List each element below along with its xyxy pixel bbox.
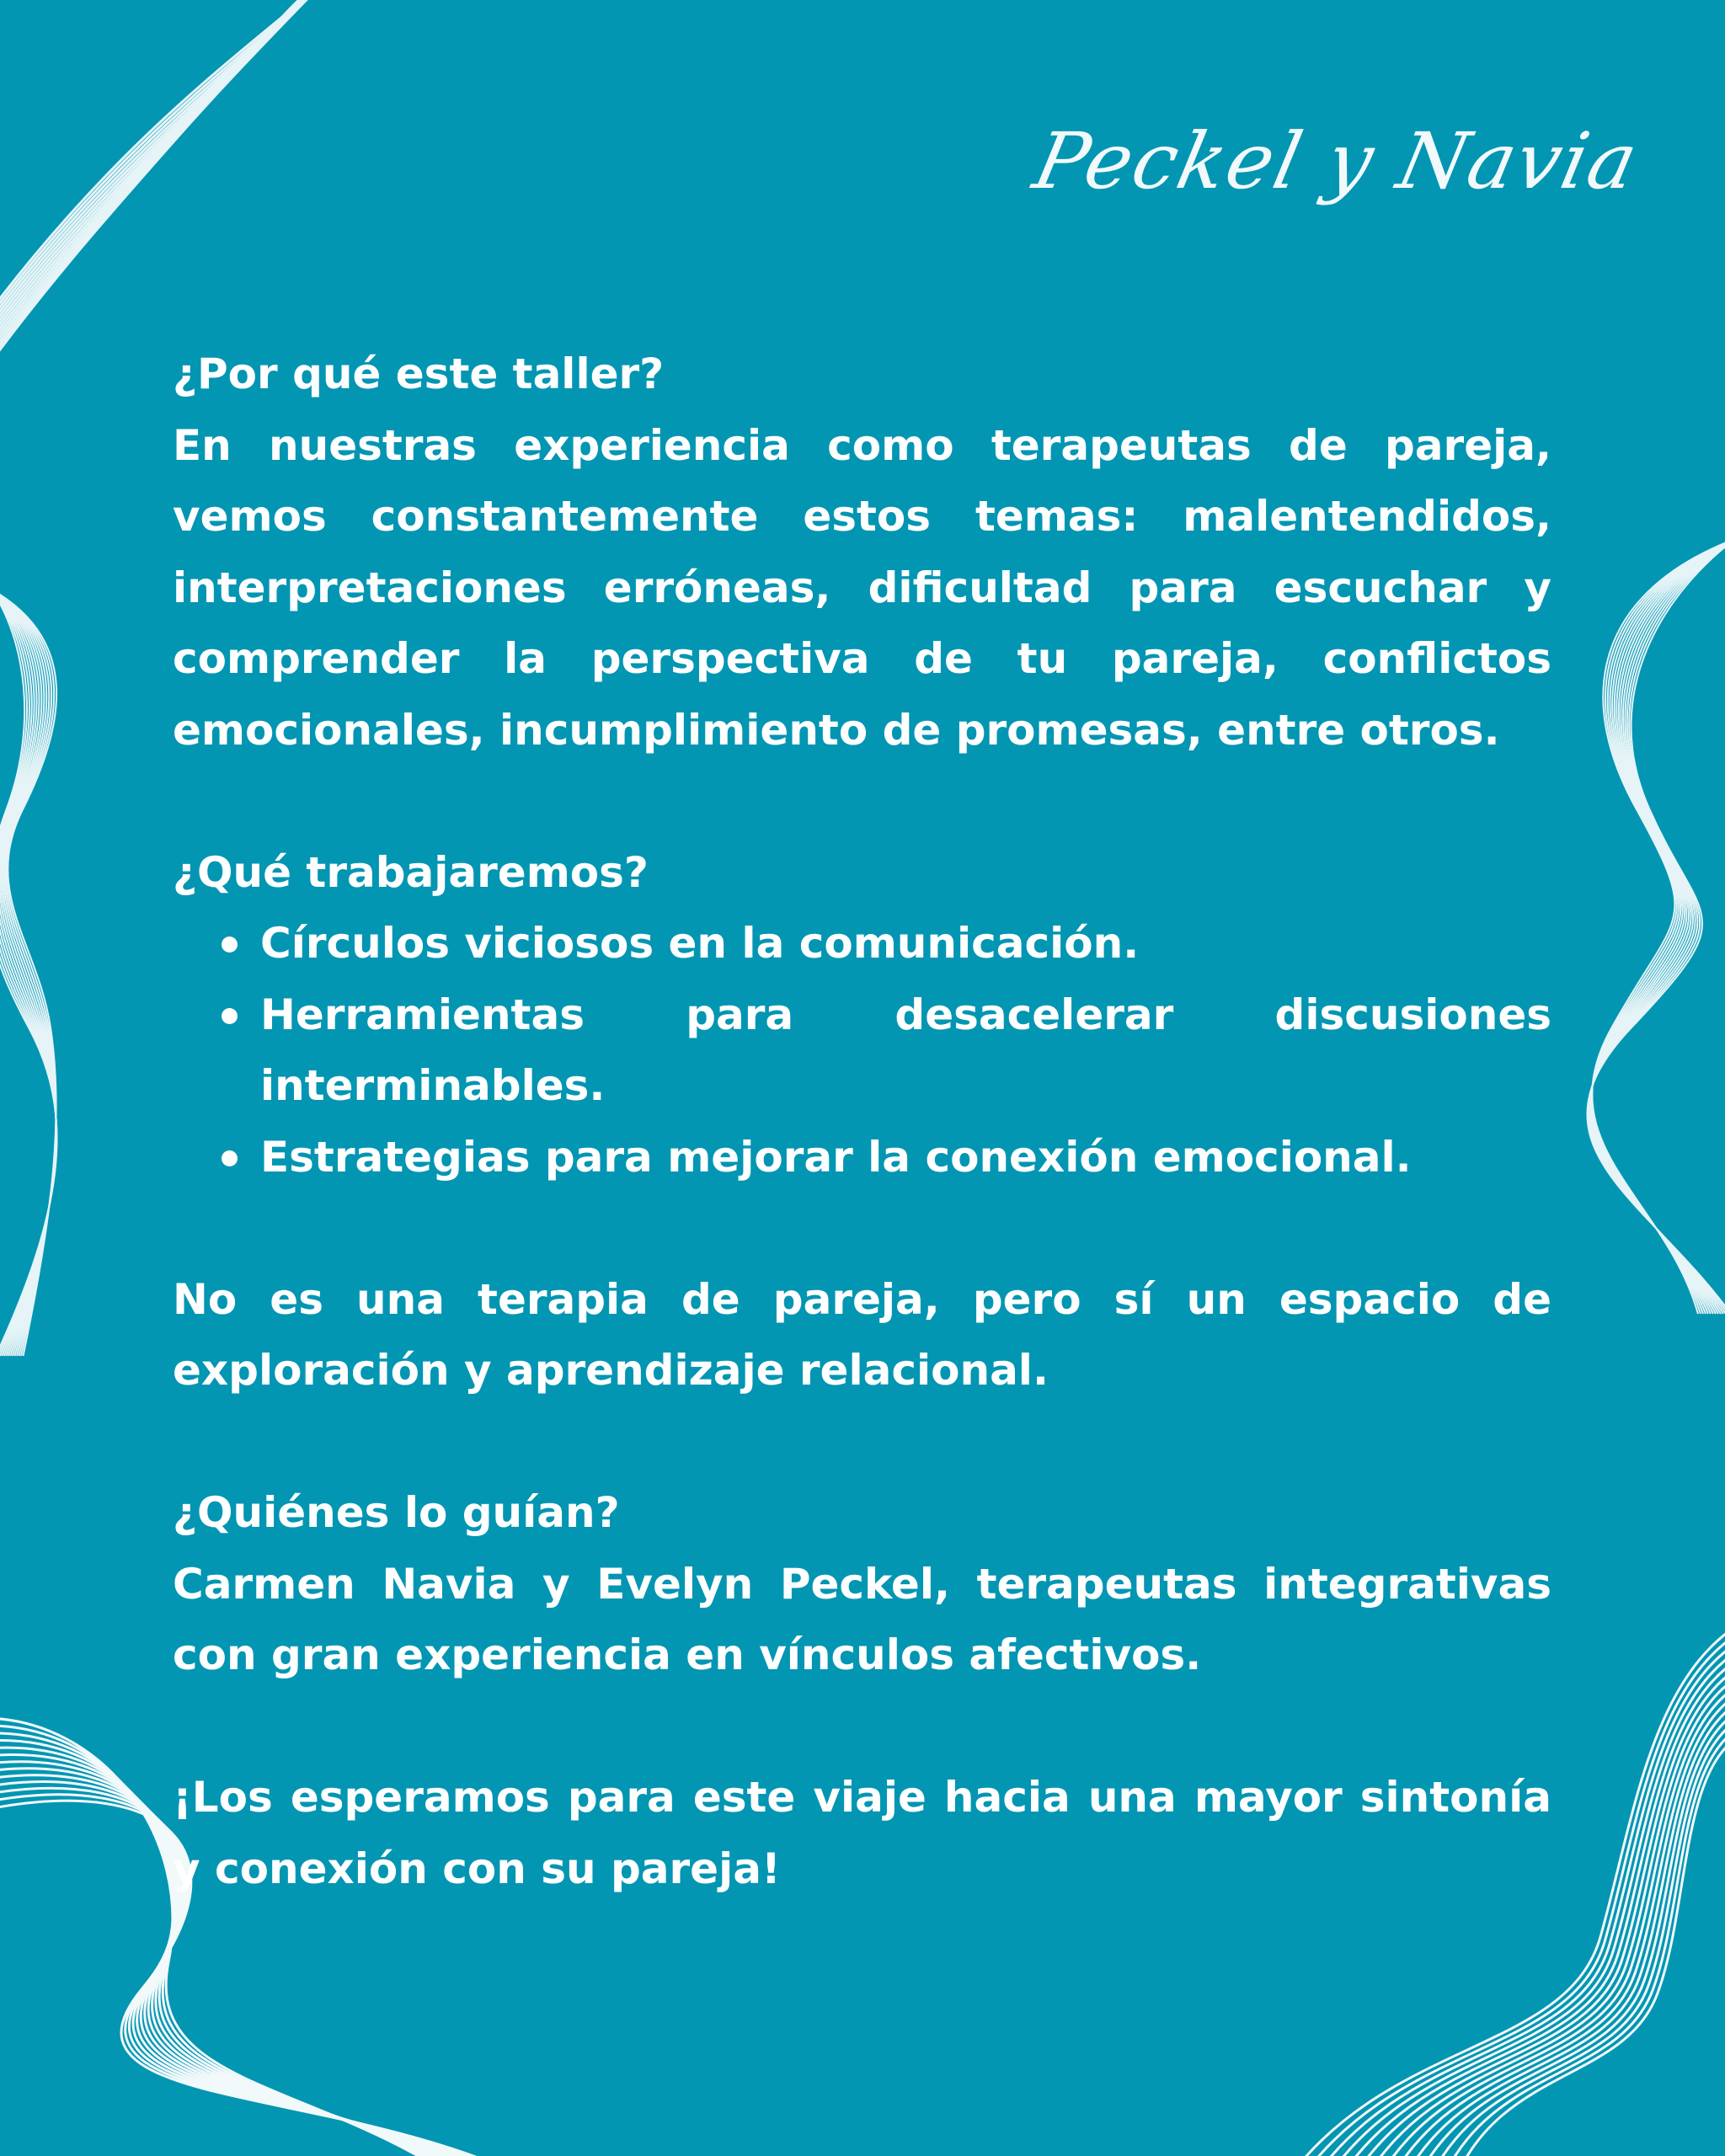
bullet-icon [222, 1008, 238, 1024]
wave-line [0, 0, 429, 348]
top-left-wave-lines [0, 0, 430, 396]
list-item [173, 908, 1551, 979]
wave-line [0, 0, 422, 360]
left-side-wave-lines [0, 590, 57, 1356]
section-closing [173, 1762, 1551, 1904]
topics-list [173, 908, 1551, 1193]
section-who-body: Carmen Navia y Evelyn Peckel, terapeutas integrativas con gran experiencia en vínculos afectivos. [173, 1559, 1551, 1679]
list-item-text: Estrategias para mejorar la conexión emocional. [260, 1132, 1412, 1182]
wave-line [0, 0, 419, 366]
section-what-heading: ¿Qué trabajaremos? [173, 847, 649, 897]
list-item [173, 1122, 1551, 1193]
wave-line [0, 0, 411, 382]
wave-line [0, 0, 404, 396]
list-item [173, 979, 1551, 1122]
bullet-icon [222, 1150, 238, 1166]
section-why-body: En nuestras experiencia como terapeutas de pareja, vemos constantemente estos temas: malentendidos, interpretaciones erróneas, dificultad para escuchar y comprender la perspectiva de tu pareja, conflictos emocionales, incumplimiento de promesas, entre otros. [173, 420, 1551, 755]
wave-line [1587, 539, 1725, 1314]
section-who [173, 1477, 1551, 1691]
section-closing-body: ¡Los esperamos para este viaje hacia una mayor sintonía y conexión con su pareja! [173, 1773, 1551, 1893]
wave-line [0, 0, 424, 356]
wave-line [0, 0, 413, 378]
section-what [173, 837, 1551, 1193]
wave-line [1590, 539, 1725, 1314]
wave-line [0, 0, 426, 352]
section-who-heading: ¿Quiénes lo guían? [173, 1488, 620, 1537]
list-item-text: Círculos viciosos en la comunicación. [260, 919, 1140, 968]
wave-line [0, 0, 418, 370]
wave-line [1589, 539, 1725, 1314]
wave-line [0, 0, 415, 374]
main-content [173, 339, 1551, 1904]
section-why-heading: ¿Por qué este taller? [173, 350, 665, 398]
list-item-text: Herramientas para desacelerar discusiones interminables. [260, 990, 1551, 1110]
wave-line [0, 0, 409, 387]
wave-line [1590, 539, 1725, 1314]
wave-line [0, 0, 407, 392]
right-side-wave-lines [1587, 539, 1725, 1314]
brand-signature: Peckel y Navia [1026, 116, 1647, 206]
wave-line [1592, 539, 1725, 1314]
wave-line [0, 0, 430, 344]
section-note-body: No es una terapia de pareja, pero sí un espacio de exploración y aprendizaje relacional. [173, 1274, 1551, 1395]
bullet-icon [222, 937, 238, 953]
section-note [173, 1264, 1551, 1406]
section-why [173, 339, 1551, 766]
